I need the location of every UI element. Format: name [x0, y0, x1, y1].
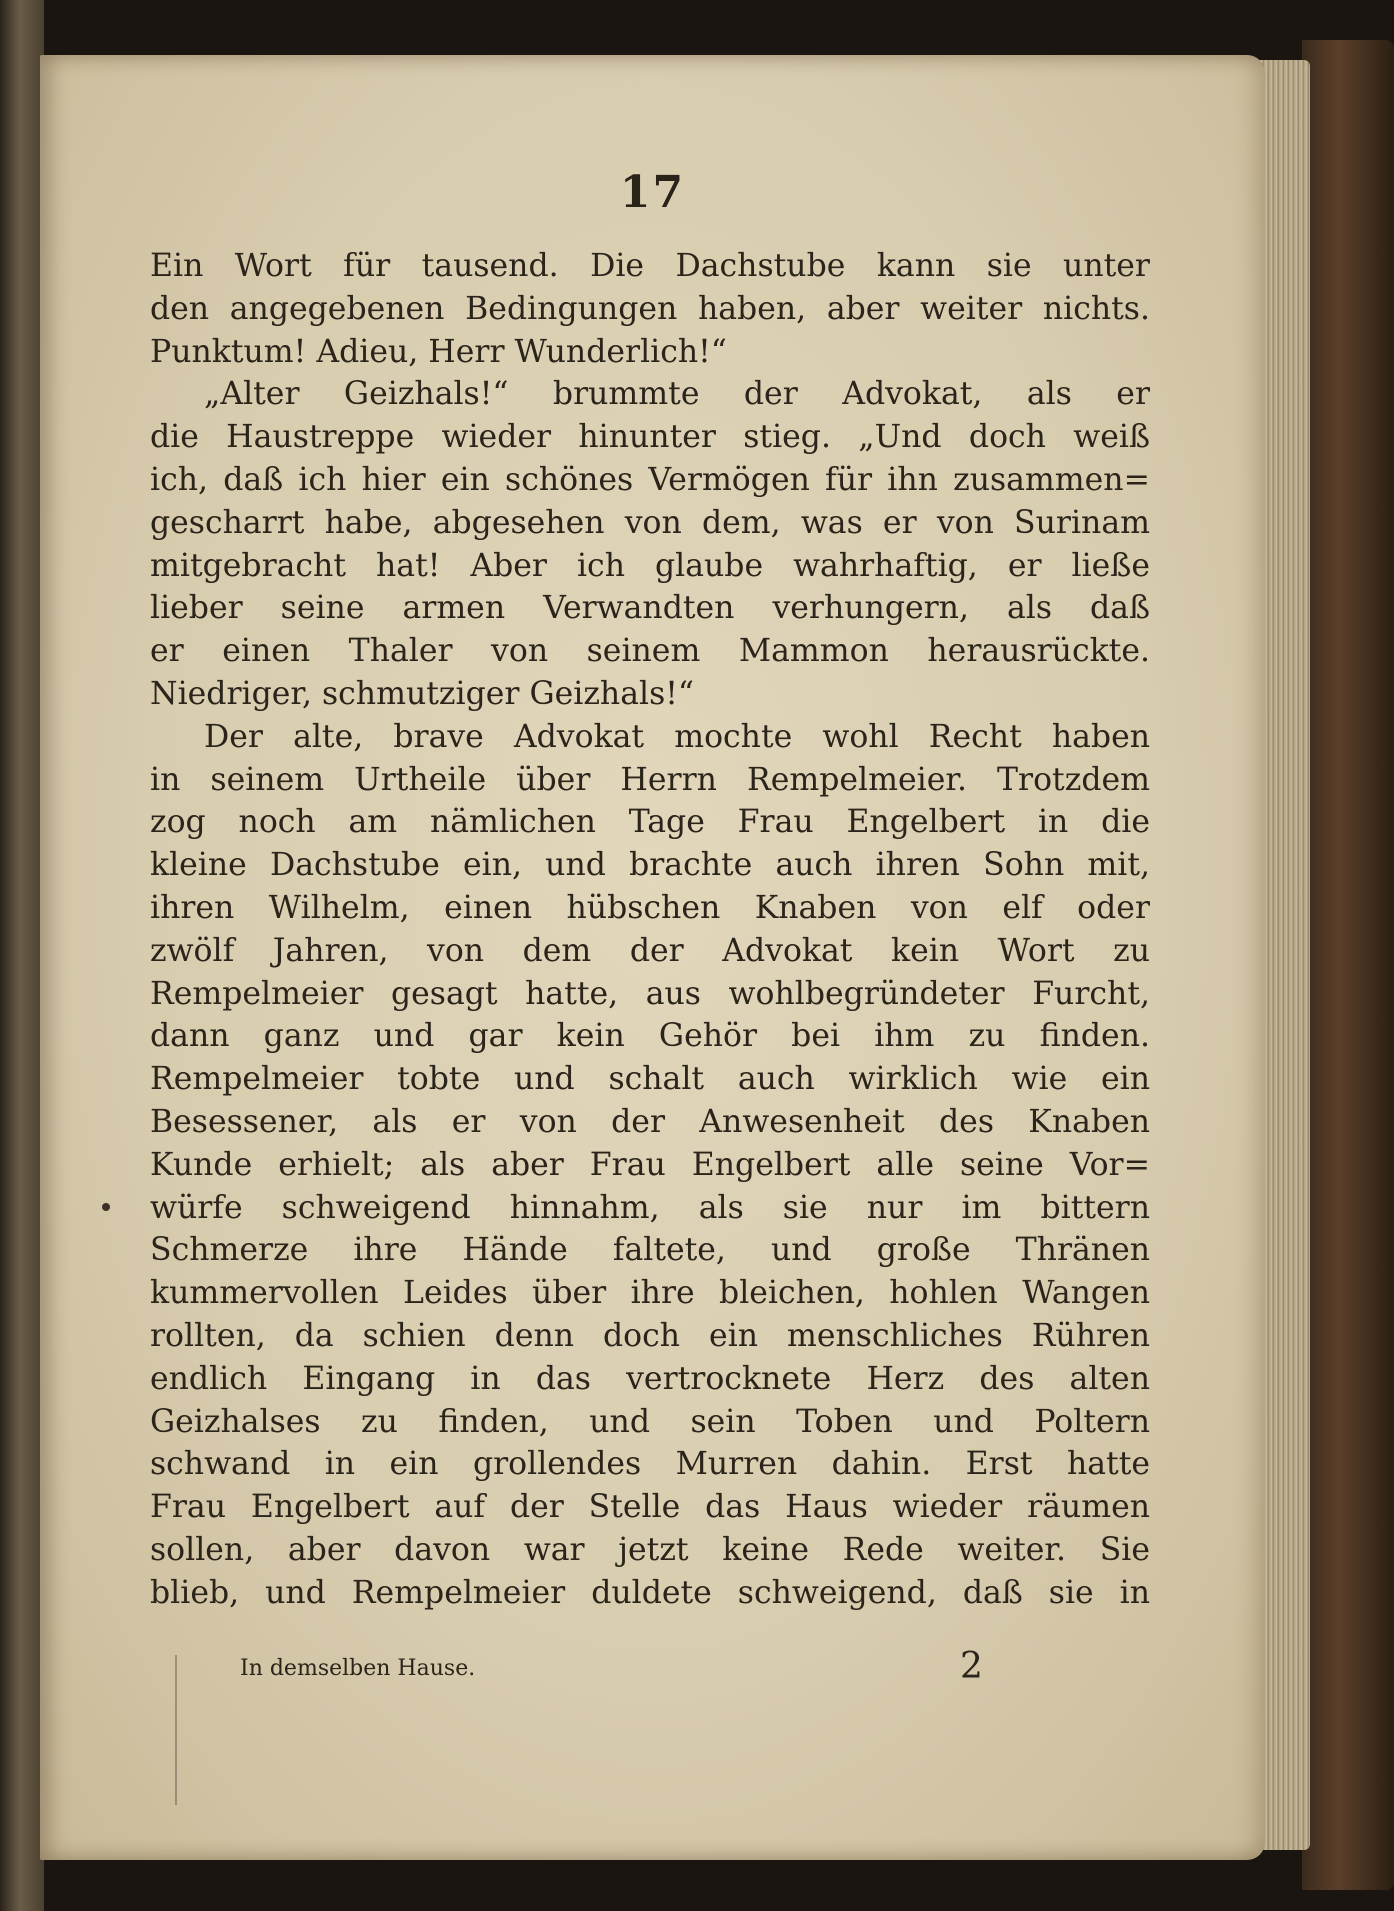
text-line: Besessener, als er von der Anwesenheit des Knaben: [150, 1103, 1150, 1140]
text-line: ihren Wilhelm, einen hübschen Knaben von elf oder: [150, 889, 1150, 926]
text-line: er einen Thaler von seinem Mammon herausrückte.: [150, 633, 1150, 670]
text-line: dann ganz und gar kein Gehör bei ihm zu finden.: [150, 1018, 1150, 1055]
text-line: würfe schweigend hinnahm, als sie nur im bittern: [150, 1189, 1150, 1226]
text-line: die Haustreppe wieder hinunter stieg. „Und doch weiß: [150, 419, 1150, 456]
text-line: schwand in ein grollendes Murren dahin. Erst hatte: [150, 1446, 1150, 1483]
pencil-mark: [175, 1655, 177, 1805]
text-line: ich, daß ich hier ein schönes Vermögen für ihn zusammen=: [150, 461, 1150, 498]
text-line: Frau Engelbert auf der Stelle das Haus wieder räumen: [150, 1489, 1150, 1526]
book-cover-edge: [1302, 40, 1394, 1890]
page-footer: [150, 1646, 1150, 1689]
ink-speck: [102, 1203, 110, 1211]
text-line: Niedriger, schmutziger Geizhals!“: [150, 675, 695, 712]
text-line: Der alte, brave Advokat mochte wohl Recht haben: [204, 718, 1150, 755]
text-line: in seinem Urtheile über Herrn Rempelmeier. Trotzdem: [150, 761, 1150, 798]
paper-page: [40, 55, 1265, 1860]
text-line: rollten, da schien denn doch ein menschliches Rühren: [150, 1317, 1150, 1354]
text-line: „Alter Geizhals!“ brummte der Advokat, als er: [204, 376, 1150, 413]
text-line: blieb, und Rempelmeier duldete schweigend, daß sie in: [150, 1574, 1150, 1611]
text-line: Ein Wort für tausend. Die Dachstube kann sie unter: [150, 248, 1150, 284]
text-line: endlich Eingang in das vertrocknete Herz des alten: [150, 1360, 1150, 1397]
text-line: lieber seine armen Verwandten verhungern, als daß: [150, 590, 1150, 627]
text-line: kummervollen Leides über ihre bleichen, hohlen Wangen: [150, 1275, 1150, 1312]
text-line: zwölf Jahren, von dem der Advokat kein Wort zu: [150, 932, 1150, 969]
text-line: Punktum! Adieu, Herr Wunderlich!“: [150, 333, 727, 370]
text-line: gescharrt habe, abgesehen von dem, was er von Surinam: [150, 504, 1150, 541]
text-line: Rempelmeier gesagt hatte, aus wohlbegründeter Furcht,: [150, 975, 1150, 1012]
body-text: [150, 245, 1150, 1615]
signature-line: In demselben Hause.: [240, 1656, 476, 1681]
text-line: Schmerze ihre Hände faltete, und große Thränen: [150, 1232, 1150, 1269]
text-line: Kunde erhielt; als aber Frau Engelbert alle seine Vor=: [150, 1146, 1150, 1183]
text-line: Geizhalses zu finden, und sein Toben und Poltern: [150, 1403, 1150, 1440]
page-number: 17: [619, 167, 686, 218]
adjacent-page-edge: [0, 0, 44, 1911]
signature-mark: 2: [960, 1646, 983, 1687]
text-line: mitgebracht hat! Aber ich glaube wahrhaftig, er ließe: [150, 547, 1150, 584]
text-line: kleine Dachstube ein, und brachte auch ihren Sohn mit,: [150, 847, 1150, 884]
text-line: sollen, aber davon war jetzt keine Rede weiter. Sie: [150, 1531, 1150, 1568]
text-line: zog noch am nämlichen Tage Frau Engelbert in die: [150, 804, 1150, 841]
text-line: Rempelmeier tobte und schalt auch wirklich wie ein: [150, 1061, 1150, 1098]
text-line: den angegebenen Bedingungen haben, aber weiter nichts.: [150, 290, 1150, 327]
